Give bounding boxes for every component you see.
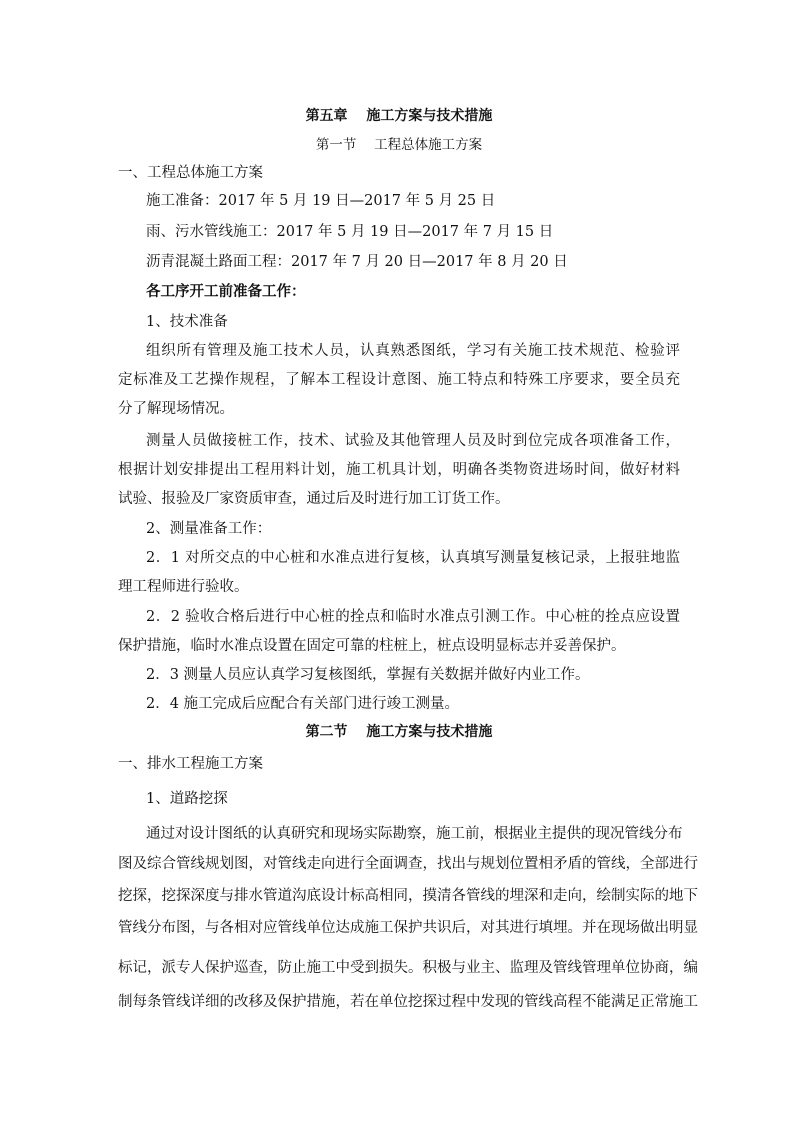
section-1-title: 第一节 工程总体施工方案 bbox=[315, 137, 483, 153]
paragraph-line: 管线分布图，与各相对应管线单位达成施工保护共识后，对其进行填埋。并在现场做出明显 bbox=[118, 920, 698, 936]
paragraph-line: 定标准及工艺操作规程，了解本工程设计意图、施工特点和特殊工序要求，要全员充 bbox=[118, 372, 680, 388]
paragraph-line: 测量人员做接桩工作，技术、试验及其他管理人员及时到位完成各项准备工作， bbox=[146, 433, 680, 449]
list-item-2-2: 2．2 验收合格后进行中心桩的拴点和临时水准点引测工作。中心桩的拴点应设置 bbox=[146, 609, 680, 625]
paragraph-line: 挖探，挖探深度与排水管道沟底设计标高相同，摸清各管线的埋深和走向，绘制实际的地下 bbox=[118, 888, 698, 904]
paragraph-line: 通过对设计图纸的认真研究和现场实际勘察，施工前，根据业主提供的现况管线分布 bbox=[146, 826, 683, 842]
paragraph-line: 分了解现场情况。 bbox=[118, 401, 234, 417]
section-1-heading: 一、工程总体施工方案 bbox=[118, 165, 263, 181]
chapter-title: 第五章 施工方案与技术措施 bbox=[305, 108, 493, 124]
section-2-heading: 一、排水工程施工方案 bbox=[118, 756, 263, 772]
section-2-title: 第二节 施工方案与技术措施 bbox=[305, 724, 493, 740]
list-item-2-3: 2．3 测量人员应认真学习复核图纸，掌握有关数据并做好内业工作。 bbox=[146, 667, 590, 683]
list-item-2-1: 2．1 对所交点的中心桩和水准点进行复核，认真填写测量复核记录，上报驻地监 bbox=[146, 550, 680, 566]
tech-prep-heading: 1、技术准备 bbox=[146, 314, 228, 330]
list-item-2-2-cont: 保护措施，临时水准点设置在固定可靠的柱桩上，桩点设明显标志并妥善保护。 bbox=[118, 638, 626, 654]
paragraph-line: 标记，派专人保护巡查，防止施工中受到损失。积极与业主、监理及管线管理单位协商，编 bbox=[118, 960, 698, 976]
paragraph-line: 组织所有管理及施工技术人员，认真熟悉图纸，学习有关施工技术规范、检验评 bbox=[146, 343, 680, 359]
sub-heading: 1、道路挖探 bbox=[146, 791, 228, 807]
schedule-line-3: 沥青混凝土路面工程：2017 年 7 月 20 日—2017 年 8 月 20 日 bbox=[146, 254, 568, 270]
survey-heading: 2、测量准备工作： bbox=[146, 521, 272, 537]
paragraph-line: 图及综合管线规划图，对管线走向进行全面调查，找出与规划位置相矛盾的管线，全部进行 bbox=[118, 856, 698, 872]
list-item-2-1-cont: 理工程师进行验收。 bbox=[118, 579, 249, 595]
paragraph-line: 制每条管线详细的改移及保护措施，若在单位挖探过程中发现的管线高程不能满足正常施工 bbox=[118, 994, 698, 1010]
schedule-line-2: 雨、污水管线施工：2017 年 5 月 19 日—2017 年 7 月 15 日 bbox=[146, 224, 554, 240]
paragraph-line: 根据计划安排提出工程用料计划，施工机具计划，明确各类物资进场时间，做好材料 bbox=[118, 462, 680, 478]
schedule-line-1: 施工准备：2017 年 5 月 19 日—2017 年 5 月 25 日 bbox=[146, 193, 496, 209]
paragraph-line: 试验、报验及厂家资质审查，通过后及时进行加工订货工作。 bbox=[118, 491, 510, 507]
list-item-2-4: 2．4 施工完成后应配合有关部门进行竣工测量。 bbox=[146, 696, 460, 712]
prep-heading: 各工序开工前准备工作： bbox=[146, 283, 306, 300]
